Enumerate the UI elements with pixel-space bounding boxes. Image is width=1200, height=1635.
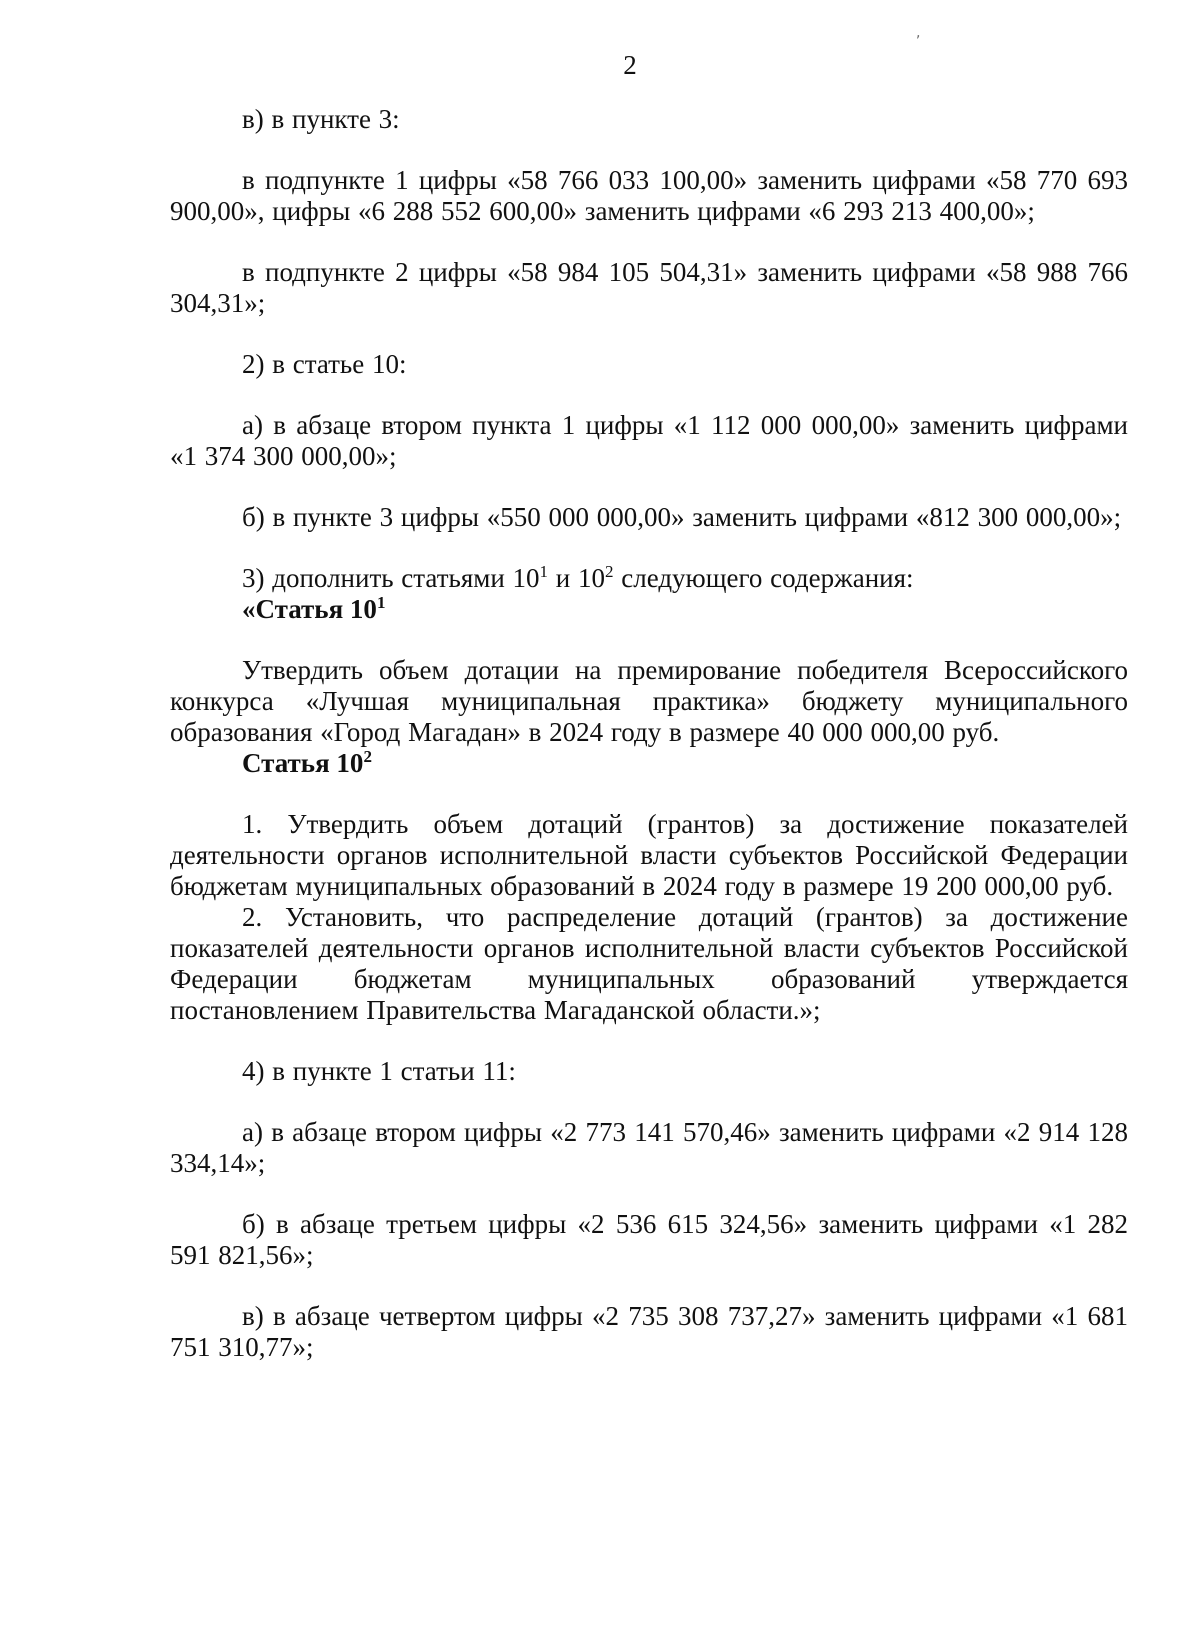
- paragraph-subitem-2: в подпункте 2 цифры «58 984 105 504,31» заменить цифрами «58 988 766 304,31»;: [170, 257, 1128, 318]
- add-articles-text-b: и 10: [548, 563, 605, 593]
- heading-article-10-2: [170, 748, 1128, 779]
- paragraph-article-10-2-item-2: 2. Установить, что распределение дотаций (грантов) за достижение показателей деятельности органов исполнительной власти субъектов Российской Федерации бюджетам муниципальных образований утверждается постановлением Правительства Магаданской области.»;: [170, 902, 1128, 1025]
- add-articles-text-a: 3) дополнить статьями 10: [242, 563, 540, 593]
- paragraph-article-10-a: а) в абзаце втором пункта 1 цифры «1 112 000 000,00» заменить цифрами «1 374 300 000,00»;: [170, 410, 1128, 471]
- document-body: [170, 104, 1128, 1363]
- paragraph-add-articles: [170, 563, 1128, 594]
- heading-article-10-1-sup: 1: [376, 593, 386, 612]
- heading-article-10-2-sup: 2: [363, 747, 372, 766]
- add-articles-sup-1: 1: [539, 562, 549, 581]
- paragraph-article-10-1-body: Утвердить объем дотации на премирование победителя Всероссийского конкурса «Лучшая муниципальная практика» бюджету муниципального образования «Город Магадан» в 2024 году в размере 40 000 000,00 руб.: [170, 655, 1128, 747]
- paragraph-article-10: 2) в статье 10:: [242, 349, 407, 379]
- scan-speck: ,: [916, 25, 921, 41]
- paragraph-article-10-2-item-1: 1. Утвердить объем дотаций (грантов) за достижение показателей деятельности органов исполнительной власти субъектов Российской Федерации бюджетам муниципальных образований в 2024 году в размере 19 200 000,00 руб.: [170, 809, 1128, 901]
- paragraph-article-11-b: б) в абзаце третьем цифры «2 536 615 324,56» заменить цифрами «1 282 591 821,56»;: [170, 1209, 1128, 1270]
- heading-article-10-1-text: «Статья 10: [242, 594, 377, 624]
- page-number: 2: [623, 50, 637, 80]
- heading-article-10-1: [170, 594, 1128, 625]
- paragraph-article-10-b: б) в пункте 3 цифры «550 000 000,00» заменить цифрами «812 300 000,00»;: [242, 502, 1122, 532]
- heading-article-10-2-text: Статья 10: [242, 748, 364, 778]
- paragraph-article-11-v: в) в абзаце четвертом цифры «2 735 308 737,27» заменить цифрами «1 681 751 310,77»;: [170, 1301, 1128, 1362]
- paragraph-article-11-a: а) в абзаце втором цифры «2 773 141 570,46» заменить цифрами «2 914 128 334,14»;: [170, 1117, 1128, 1178]
- paragraph-article-11: 4) в пункте 1 статьи 11:: [242, 1056, 516, 1086]
- paragraph-subitem-1: в подпункте 1 цифры «58 766 033 100,00» заменить цифрами «58 770 693 900,00», цифры «6 288 552 600,00» заменить цифрами «6 293 213 400,00»;: [170, 165, 1128, 226]
- paragraph-item-v: в) в пункте 3:: [242, 104, 400, 134]
- add-articles-sup-2: 2: [604, 562, 614, 581]
- add-articles-text-c: следующего содержания:: [613, 563, 914, 593]
